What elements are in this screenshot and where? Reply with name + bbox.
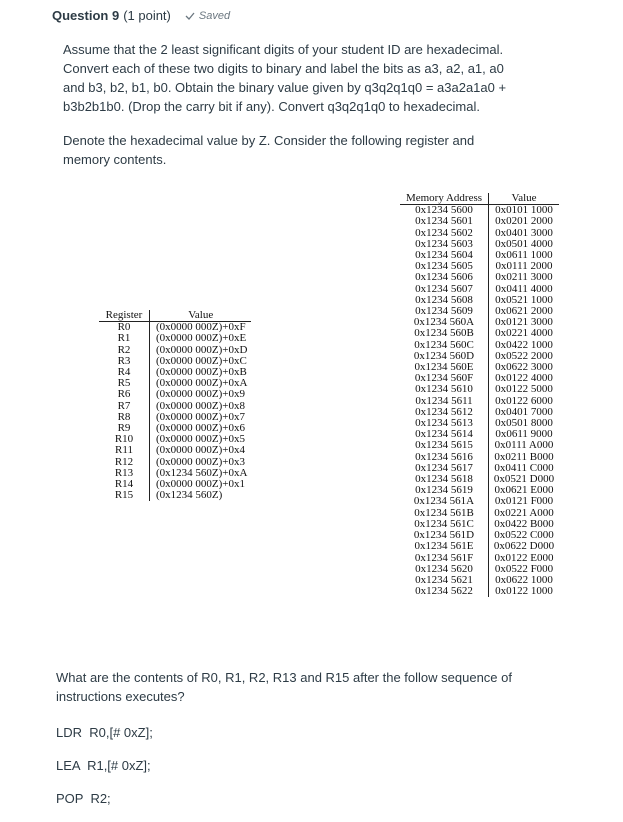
register-name-cell: R2 [99, 345, 150, 356]
register-row [99, 333, 251, 344]
register-row [99, 445, 251, 456]
memory-address-cell: 0x1234 5600 [400, 205, 489, 217]
register-name-cell: R14 [99, 479, 150, 490]
memory-value-cell: 0x0501 4000 [495, 237, 553, 250]
memory-address-cell: 0x1234 5613 [400, 418, 489, 429]
register-value-cell: (0x0000 000Z)+0xA [156, 377, 248, 390]
memory-row [400, 440, 559, 451]
memory-value-cell: 0x0611 1000 [495, 249, 553, 262]
address-column-header: Memory Address [400, 193, 489, 205]
memory-value-cell: 0x0501 8000 [495, 417, 553, 430]
memory-row [400, 328, 559, 339]
memory-value-column-header: Value [489, 193, 560, 205]
register-name-cell: R5 [99, 378, 150, 389]
register-row [99, 389, 251, 400]
register-value-cell: (0x0000 000Z)+0x3 [156, 455, 245, 468]
register-value-cell: (0x0000 000Z)+0xE [156, 332, 247, 345]
memory-value-cell: 0x0122 5000 [495, 383, 553, 396]
memory-address-cell: 0x1234 5603 [400, 239, 489, 250]
memory-value-cell: 0x0122 E000 [494, 551, 554, 564]
memory-value-cell: 0x0622 1000 [495, 573, 553, 586]
register-name-cell: R0 [99, 322, 150, 334]
register-name-cell: R3 [99, 356, 150, 367]
memory-value-cell: 0x0122 1000 [495, 585, 553, 598]
memory-value-cell: 0x0621 2000 [495, 305, 553, 318]
memory-value-cell: 0x0121 3000 [495, 316, 553, 329]
memory-address-cell: 0x1234 5611 [400, 396, 489, 407]
memory-address-cell: 0x1234 561B [400, 508, 489, 519]
memory-address-cell: 0x1234 5622 [400, 586, 489, 597]
memory-value-cell: 0x0401 3000 [495, 226, 553, 239]
memory-row [400, 272, 559, 283]
memory-value-cell: 0x0201 2000 [495, 215, 553, 228]
memory-row [400, 496, 559, 507]
register-name-cell: R4 [99, 367, 150, 378]
memory-address-cell: 0x1234 5606 [400, 272, 489, 283]
memory-value-cell: 0x0621 E000 [494, 484, 554, 497]
question-title: Question 9 [52, 8, 120, 23]
memory-value-cell: 0x0401 7000 [495, 405, 553, 418]
memory-row [400, 541, 559, 552]
memory-address-cell: 0x1234 5608 [400, 295, 489, 306]
memory-address-cell: 0x1234 560C [400, 340, 489, 351]
memory-address-cell: 0x1234 560B [400, 328, 489, 339]
memory-address-cell: 0x1234 561E [400, 541, 489, 552]
memory-address-cell: 0x1234 5620 [400, 564, 489, 575]
memory-address-cell: 0x1234 560F [400, 373, 489, 384]
memory-value-cell: 0x0411 C000 [494, 461, 554, 474]
memory-address-cell: 0x1234 561D [400, 530, 489, 541]
register-name-cell: R9 [99, 423, 150, 434]
register-table-header [99, 310, 251, 322]
memory-value-cell: 0x0211 B000 [494, 450, 554, 463]
register-table [99, 310, 251, 501]
memory-value-cell: 0x0522 2000 [495, 349, 553, 362]
memory-address-cell: 0x1234 5619 [400, 485, 489, 496]
memory-address-cell: 0x1234 5601 [400, 216, 489, 227]
register-name-cell: R6 [99, 389, 150, 400]
memory-address-cell: 0x1234 5604 [400, 250, 489, 261]
register-value-cell: (0x1234 560Z) [156, 489, 223, 502]
memory-value-cell: 0x0622 3000 [495, 361, 553, 374]
memory-address-cell: 0x1234 5616 [400, 452, 489, 463]
memory-address-cell: 0x1234 5609 [400, 306, 489, 317]
memory-value-cell: 0x0422 B000 [494, 517, 554, 530]
register-value-cell: (0x0000 000Z)+0x9 [156, 388, 245, 401]
question-paragraph-2: Denote the hexadecimal value by Z. Consider the following register and memory contents. [63, 133, 475, 167]
register-column-header: Register [99, 310, 150, 322]
memory-value-cell: 0x0221 A000 [494, 506, 554, 519]
memory-value-cell: 0x0611 9000 [495, 428, 553, 441]
memory-address-cell: 0x1234 5610 [400, 384, 489, 395]
memory-value-cell: 0x0521 D000 [493, 473, 555, 486]
memory-value-cell: 0x0122 4000 [495, 372, 553, 385]
register-value-cell: (0x0000 000Z)+0x6 [156, 422, 245, 435]
register-value-cell: (0x0000 000Z)+0xC [156, 354, 247, 367]
memory-value-cell: 0x0221 4000 [495, 327, 553, 340]
instruction-line: LDR R0,[# 0xZ]; [56, 725, 153, 740]
memory-row [400, 384, 559, 395]
memory-address-cell: 0x1234 560D [400, 351, 489, 362]
memory-address-cell: 0x1234 5614 [400, 429, 489, 440]
memory-address-cell: 0x1234 5621 [400, 575, 489, 586]
register-value-cell: (0x0000 000Z)+0x7 [156, 410, 245, 423]
memory-value-cell: 0x0622 D000 [493, 540, 555, 553]
register-value-cell: (0x1234 560Z)+0xA [156, 466, 248, 479]
memory-value-cell: 0x0422 1000 [495, 338, 553, 351]
memory-value-cell: 0x0111 2000 [495, 260, 553, 273]
memory-address-cell: 0x1234 560E [400, 362, 489, 373]
register-name-cell: R7 [99, 401, 150, 412]
instruction-line: POP R2; [56, 791, 111, 806]
register-value-cell: (0x0000 000Z)+0x5 [156, 433, 245, 446]
register-value-cell: (0x0000 000Z)+0x1 [156, 478, 245, 491]
register-value-cell: (0x0000 000Z)+0xB [156, 366, 247, 379]
instruction-line: LEA R1,[# 0xZ]; [56, 758, 151, 773]
memory-row [400, 216, 559, 227]
question-points: (1 point) [123, 8, 171, 23]
question-header [52, 8, 230, 23]
memory-value-cell: 0x0101 1000 [495, 204, 553, 217]
memory-value-cell: 0x0522 F000 [494, 562, 554, 575]
saved-status [185, 10, 230, 22]
memory-table [400, 193, 559, 597]
memory-table-header [400, 193, 559, 205]
memory-value-cell: 0x0211 3000 [495, 271, 553, 284]
register-name-cell: R13 [99, 468, 150, 479]
memory-address-cell: 0x1234 5615 [400, 440, 489, 451]
register-value-cell: (0x0000 000Z)+0x4 [156, 444, 245, 457]
memory-value-cell: 0x0111 A000 [494, 439, 554, 452]
register-value-cell: (0x0000 000Z)+0x8 [156, 399, 245, 412]
register-name-cell: R11 [99, 445, 150, 456]
memory-address-cell: 0x1234 5607 [400, 284, 489, 295]
memory-row [400, 586, 559, 597]
memory-value-cell: 0x0522 C000 [494, 529, 554, 542]
memory-address-cell: 0x1234 5612 [400, 407, 489, 418]
memory-address-cell: 0x1234 5618 [400, 474, 489, 485]
register-value-cell: (0x0000 000Z)+0xF [156, 321, 246, 334]
register-name-cell: R10 [99, 434, 150, 445]
checkmark-icon [185, 12, 195, 20]
register-row [99, 490, 251, 501]
memory-address-cell: 0x1234 5605 [400, 261, 489, 272]
register-name-cell: R12 [99, 457, 150, 468]
memory-value-cell: 0x0121 F000 [494, 495, 554, 508]
memory-value-cell: 0x0411 4000 [495, 282, 553, 295]
register-name-cell: R15 [99, 490, 150, 501]
saved-label: Saved [198, 9, 231, 22]
memory-address-cell: 0x1234 561A [400, 496, 489, 507]
value-column-header: Value [150, 310, 252, 322]
memory-value-cell: 0x0122 6000 [495, 394, 553, 407]
memory-address-cell: 0x1234 561F [400, 553, 489, 564]
question-paragraph-1: Assume that the 2 least significant digits of your student ID are hexadecimal. Convert each of these two digits to binary and label the bits as a3, a2, a1, a0 and b3, b2, b1, b0. Obtain the binary value given by q3q2q1q0 = a3a2a1a0 + b3b2b1b0. (Drop the carry bit if any). Convert q3q2q1q0 to hexadecimal. [63, 42, 507, 114]
memory-address-cell: 0x1234 5602 [400, 228, 489, 239]
register-name-cell: R8 [99, 412, 150, 423]
register-name-cell: R1 [99, 333, 150, 344]
register-value-cell: (0x0000 000Z)+0xD [156, 343, 248, 356]
memory-value-cell: 0x0521 1000 [495, 293, 553, 306]
memory-address-cell: 0x1234 561C [400, 519, 489, 530]
question-prompt: What are the contents of R0, R1, R2, R13 and R15 after the follow sequence of instructions executes? [56, 670, 512, 704]
memory-address-cell: 0x1234 560A [400, 317, 489, 328]
memory-address-cell: 0x1234 5617 [400, 463, 489, 474]
